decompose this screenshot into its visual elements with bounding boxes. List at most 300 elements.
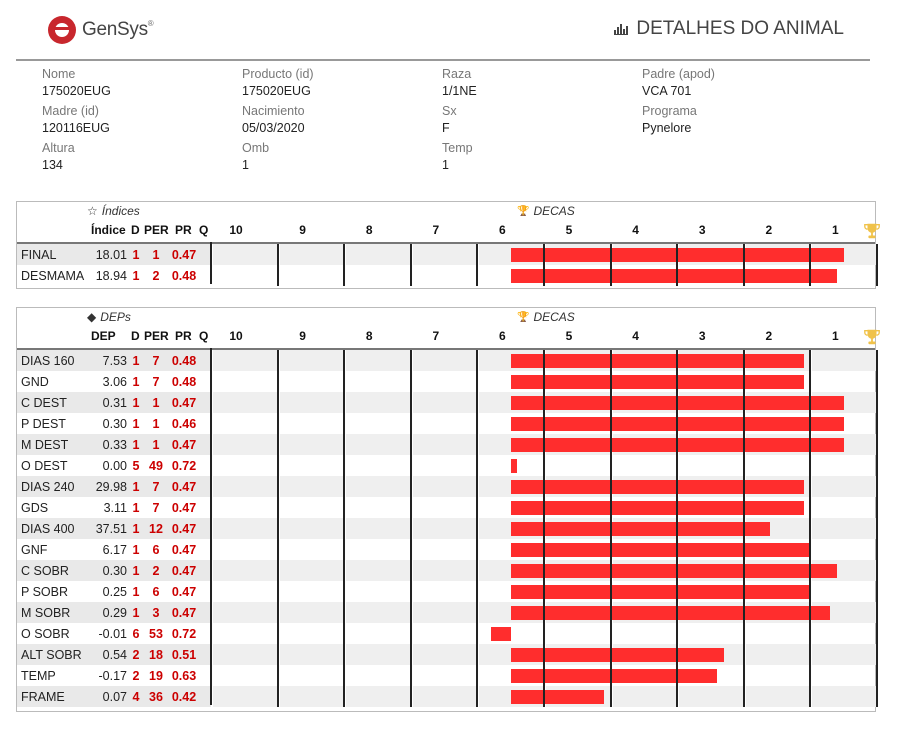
deca-divider [809,350,811,707]
row-value: 7.53 [102,354,127,368]
decas-bar [511,522,771,536]
gensys-logo-mark [48,16,76,44]
row-per: 1 [152,396,160,410]
grid-stripe [346,686,411,707]
row-per: 2 [152,564,160,578]
deca-divider [476,244,478,286]
info-field [42,67,242,98]
row-value: 3.11 [103,501,127,515]
row-name: P SOBR [21,585,69,599]
section-header [87,204,140,218]
info-field-value: 05/03/2020 [242,121,305,135]
deca-tick-label: 9 [299,223,306,237]
deca-divider [809,244,811,286]
table-row [17,265,875,286]
row-value: 0.54 [102,648,127,662]
row-per: 53 [149,627,163,641]
row-d: 1 [132,417,140,431]
info-field-value: VCA 701 [642,84,692,98]
row-per: 1 [152,438,160,452]
deca-divider [410,350,412,707]
row-d: 2 [132,669,140,683]
grid-stripe [812,686,877,707]
grid-stripe [280,602,345,623]
trophy-icon: 🏆 [517,311,530,323]
trophy-icon [863,222,881,240]
row-pr: 0.48 [171,269,197,283]
deca-divider [543,244,545,286]
page-title: DETALHES DO ANIMAL [636,18,844,39]
decas-bar [511,585,811,599]
row-value: 6.17 [102,543,127,557]
grid-stripe [280,434,345,455]
row-per: 7 [152,501,160,515]
row-value: 18.01 [95,248,127,262]
grid-stripe [613,686,678,707]
row-d: 1 [132,438,140,452]
table-row [17,392,875,413]
grid-stripe [346,560,411,581]
info-field-value: Pynelore [642,121,692,135]
info-field [442,67,642,98]
row-name: GDS [21,501,49,515]
deca-divider [277,244,279,286]
row-pr: 0.72 [171,459,197,473]
header-divider [16,59,870,61]
deca-tick-label: 4 [632,223,639,237]
row-pr: 0.47 [171,248,197,262]
grid-stripe [346,244,411,265]
row-info [17,602,211,623]
row-d: 1 [132,480,140,494]
row-name: M DEST [21,438,69,452]
deca-tick-label: 8 [365,223,373,237]
row-name: FINAL [21,248,57,262]
table-row [17,371,875,392]
row-info [17,665,211,686]
row-info [17,686,211,707]
row-value: 0.29 [102,606,127,620]
row-info [17,539,211,560]
deca-tick-label: 6 [499,329,506,343]
decas-bar [511,269,837,283]
row-name: M SOBR [21,606,71,620]
grid-stripe [213,244,278,265]
row-info [17,371,211,392]
decas-bar [511,480,804,494]
row-value: 18.94 [95,269,127,283]
indices-table [16,201,876,289]
deca-tick-label: 5 [565,329,573,343]
deca-tick-label: 2 [765,223,773,237]
row-pr: 0.47 [171,585,197,599]
info-field-value: 1 [442,158,449,172]
row-per: 1 [152,248,160,262]
column-header-d: D [131,329,140,343]
row-per: 12 [149,522,163,536]
row-pr: 0.47 [171,606,197,620]
row-name: ALT SOBR [21,648,82,662]
deca-tick-label: 10 [229,223,243,237]
decas-header [517,310,575,324]
decas-bar [511,606,831,620]
table-row [17,581,875,602]
table-row [17,665,875,686]
column-header-q: Q [199,329,209,343]
decas-label: DECAS [533,310,575,324]
deca-divider [277,350,279,707]
trophy-icon: 🏆 [517,205,530,217]
deca-divider [876,244,878,286]
row-pr: 0.48 [171,354,197,368]
row-pr: 0.46 [171,417,197,431]
info-field-label: Nome [42,67,76,81]
table-row [17,644,875,665]
deca-divider [676,244,678,286]
grid-stripe [346,518,411,539]
table-row [17,518,875,539]
deca-tick-label: 1 [832,329,839,343]
row-pr: 0.72 [171,627,197,641]
deca-tick-label: 1 [832,223,839,237]
column-header-pr: PR [175,223,192,237]
row-per: 7 [152,375,160,389]
table-row [17,244,875,265]
row-info [17,644,211,665]
table-row [17,476,875,497]
info-field [242,67,442,98]
grid-stripe [346,392,411,413]
deca-divider [476,350,478,707]
deca-tick-label: 5 [565,223,573,237]
decas-bar [511,690,604,704]
row-name: O SOBR [21,627,70,641]
table-row [17,497,875,518]
deca-tick-label: 7 [432,329,440,343]
decas-bar [511,354,804,368]
info-field-label: Omb [242,141,270,155]
info-field [642,104,842,135]
deps-table [16,307,876,712]
decas-bar [511,543,811,557]
row-name: P DEST [21,417,66,431]
info-field-value: 1 [242,158,249,172]
column-header-per: PER [144,329,169,343]
grid-stripe [280,560,345,581]
table-row [17,434,875,455]
deca-divider [343,244,345,286]
row-d: 1 [132,501,140,515]
deca-divider [610,244,612,286]
decas-bar [511,564,837,578]
grid-stripe [413,560,478,581]
grid-stripe [746,686,811,707]
deca-tick-label: 2 [765,329,773,343]
row-d: 1 [132,543,140,557]
deca-divider [210,242,212,284]
grid-stripe [213,434,278,455]
row-name: FRAME [21,690,65,704]
row-d: 1 [132,375,140,389]
row-pr: 0.47 [171,522,197,536]
row-name: GNF [21,543,48,557]
deca-tick-label: 7 [432,223,440,237]
row-name: DESMAMA [21,269,85,283]
grid-stripe [346,350,411,371]
row-info [17,350,211,371]
grid-stripe [413,518,478,539]
column-header-pr: PR [175,329,192,343]
row-pr: 0.47 [171,396,197,410]
deca-divider [543,350,545,707]
deca-tick-label: 3 [698,329,706,343]
star-icon: ☆ [87,204,98,218]
row-info [17,518,211,539]
row-per: 2 [152,269,160,283]
gensys-logo [48,14,153,46]
deca-divider [676,350,678,707]
row-info [17,623,211,644]
row-value: 0.25 [102,585,127,599]
row-pr: 0.48 [171,375,197,389]
deca-divider [210,348,212,705]
info-field-label: Altura [42,141,75,155]
trophy-icon [863,328,881,346]
grid-stripe [213,686,278,707]
row-name: C DEST [21,396,67,410]
grid-stripe [280,392,345,413]
row-per: 49 [149,459,163,473]
grid-stripe [413,350,478,371]
decas-bar [491,627,511,641]
info-field-label: Madre (id) [42,104,99,118]
decas-bar [511,501,804,515]
column-header-d: D [131,223,140,237]
row-value: -0.17 [98,669,127,683]
grid-stripe [812,350,877,371]
info-field-value: 175020EUG [242,84,311,98]
decas-header [517,204,575,218]
deca-divider [610,350,612,707]
deca-tick-label: 3 [698,223,706,237]
grid-stripe [413,476,478,497]
row-info [17,244,211,265]
grid-stripe [213,350,278,371]
animal-info [42,67,862,172]
grid-stripe [746,644,811,665]
grid-stripe [346,434,411,455]
row-per: 7 [152,354,160,368]
grid-stripe [812,476,877,497]
row-pr: 0.47 [171,501,197,515]
row-info [17,413,211,434]
row-d: 1 [132,396,140,410]
row-name: DIAS 160 [21,354,75,368]
info-field-label: Producto (id) [242,67,314,81]
grid-stripe [213,644,278,665]
info-field [242,104,442,135]
deca-tick-label: 4 [632,329,639,343]
table-row [17,539,875,560]
column-header-q: Q [199,223,209,237]
grid-stripe [413,244,478,265]
grid-stripe [413,434,478,455]
section-label: DEPs [100,310,131,324]
grid-stripe [280,476,345,497]
deca-divider [743,350,745,707]
table-row [17,623,875,644]
grid-stripe [280,644,345,665]
table-row [17,413,875,434]
row-pr: 0.47 [171,480,197,494]
deca-tick-label: 8 [365,329,373,343]
row-name: GND [21,375,49,389]
grid-stripe [213,602,278,623]
grid-stripe [280,518,345,539]
row-info [17,265,211,286]
row-value: 0.33 [102,438,127,452]
grid-stripe [346,644,411,665]
row-per: 36 [149,690,163,704]
row-pr: 0.63 [171,669,197,683]
row-pr: 0.47 [171,543,197,557]
row-d: 1 [132,564,140,578]
row-d: 1 [132,269,140,283]
row-value: 29.98 [95,480,127,494]
row-per: 6 [152,543,160,557]
row-info [17,560,211,581]
decas-label: DECAS [533,204,575,218]
info-field-label: Padre (apod) [642,67,715,81]
row-d: 1 [132,522,140,536]
info-field-label: Temp [442,141,473,155]
decas-bar [511,459,518,473]
column-header-per: PER [144,223,169,237]
row-info [17,455,211,476]
row-d: 5 [132,459,140,473]
info-field-value: F [442,121,450,135]
deca-divider [410,244,412,286]
decas-bar [511,375,804,389]
grid-stripe [213,476,278,497]
grid-stripe [812,644,877,665]
deca-tick-label: 9 [299,329,306,343]
decas-bar [511,669,717,683]
info-field-label: Sx [442,104,457,118]
row-value: 0.31 [102,396,127,410]
grid-stripe [280,686,345,707]
row-d: 1 [132,606,140,620]
row-value: 0.07 [102,690,127,704]
deca-divider [876,350,878,707]
row-value: 0.30 [102,417,127,431]
info-field-label: Raza [442,67,472,81]
row-per: 18 [149,648,163,662]
row-name: DIAS 400 [21,522,75,536]
info-field-label: Nacimiento [242,104,305,118]
grid-stripe [280,244,345,265]
row-pr: 0.47 [171,564,197,578]
info-field [442,104,642,135]
grid-stripe [213,560,278,581]
row-info [17,434,211,455]
info-field-value: 1/1NE [442,84,477,98]
row-value: 0.00 [102,459,127,473]
grid-stripe [213,392,278,413]
grid-stripe [413,686,478,707]
table-row [17,686,875,707]
page-heading [614,18,844,40]
grid-stripe [413,644,478,665]
deca-divider [743,244,745,286]
info-field-value: 134 [42,158,63,172]
brand-name: GenSys® [82,19,154,40]
info-field-label: Programa [642,104,697,118]
tag-icon: ◆ [87,310,97,324]
grid-stripe [346,602,411,623]
row-pr: 0.51 [171,648,197,662]
row-d: 1 [132,248,140,262]
deca-tick-label: 6 [499,223,506,237]
bar-chart-icon [614,23,628,35]
row-info [17,476,211,497]
row-per: 3 [152,606,160,620]
table-row [17,560,875,581]
info-field [242,141,442,172]
grid-stripe [413,602,478,623]
info-field [42,141,242,172]
info-field-value: 120116EUG [42,121,110,135]
row-name: TEMP [21,669,56,683]
row-per: 6 [152,585,160,599]
row-value: -0.01 [98,627,127,641]
section-label: Índices [101,204,140,218]
row-pr: 0.47 [171,438,197,452]
row-pr: 0.42 [171,690,197,704]
grid-stripe [280,350,345,371]
row-info [17,497,211,518]
row-value: 3.06 [102,375,127,389]
row-d: 2 [132,648,140,662]
row-value: 37.51 [95,522,127,536]
table-row [17,350,875,371]
row-per: 7 [152,480,160,494]
deca-divider [343,350,345,707]
row-per: 19 [149,669,163,683]
grid-stripe [213,518,278,539]
row-name: C SOBR [21,564,69,578]
table-row [17,455,875,476]
row-info [17,581,211,602]
grid-stripe [679,686,744,707]
deca-tick-label: 10 [229,329,243,343]
row-d: 6 [132,627,140,641]
row-name: DIAS 240 [21,480,75,494]
info-field-value: 175020EUG [42,84,111,98]
column-header-value: DEP [91,329,116,343]
row-d: 4 [132,690,140,704]
row-value: 0.30 [102,564,127,578]
table-row [17,602,875,623]
section-header [87,310,131,324]
grid-stripe [812,518,877,539]
info-field [42,104,242,135]
grid-stripe [413,392,478,413]
row-d: 1 [132,354,140,368]
row-d: 1 [132,585,140,599]
column-header-value: Índice [91,223,126,237]
row-info [17,392,211,413]
